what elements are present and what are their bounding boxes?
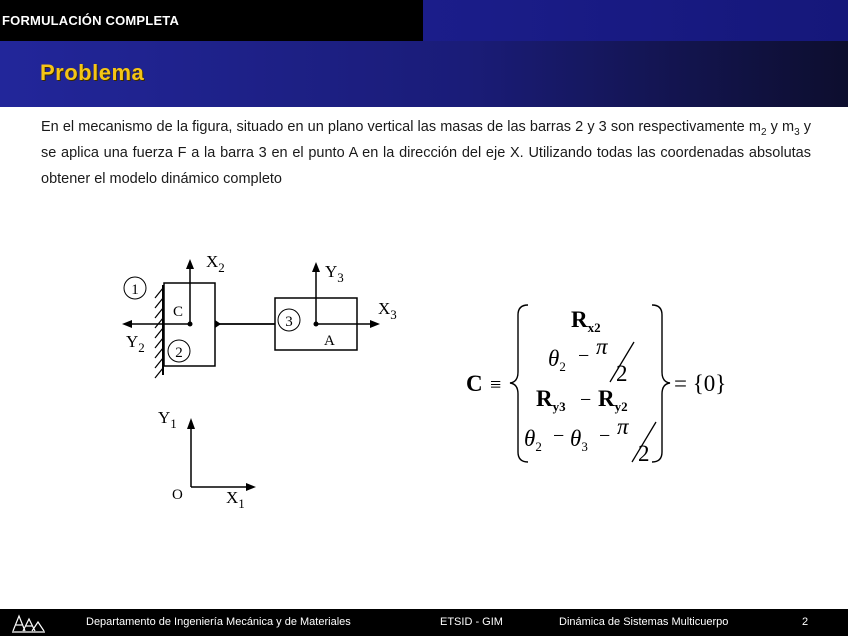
footer-school: ETSID - GIM <box>440 616 503 628</box>
row2-pi: π <box>596 334 608 359</box>
body-1-label: 1 <box>131 282 139 298</box>
row4-denominator: 2 <box>638 441 650 466</box>
equals-zero: = {0} <box>674 371 727 396</box>
body-2-label: 2 <box>175 345 183 361</box>
origin-label: O <box>172 487 183 503</box>
footer-course: Dinámica de Sistemas Multicuerpo <box>559 616 729 628</box>
row4-theta2: $\theta_2$ <box>524 426 542 454</box>
body-3-label: 3 <box>285 314 293 330</box>
y2-axis-label: $Y_2$ <box>126 332 145 355</box>
university-logo-icon <box>10 611 46 634</box>
row4-theta3: $\theta_3$ <box>570 426 588 454</box>
y1-axis-label: $Y_1$ <box>158 408 177 431</box>
top-banner-right <box>423 0 848 41</box>
problem-statement: En el mecanismo de la figura, situado en un plano vertical las masas de las barras 2 y 3 son respectivamente $m_2$ y $m_3$ y se aplica una fuerza F a la barra 3 en el punto A en la dirección del eje X. Utilizando todas las coordenadas absolutas obtener el modelo dinámico completo <box>41 119 811 187</box>
row4-pi: π <box>617 414 629 439</box>
x3-axis-label: $X_3$ <box>378 299 397 322</box>
row3-minus: − <box>580 389 592 411</box>
row3-ry3: $R_{y3}$ <box>536 386 566 414</box>
y3-axis-label: $Y_3$ <box>325 262 344 285</box>
title-banner <box>0 41 848 107</box>
page-number: 2 <box>802 616 809 628</box>
row4-minus-b: − <box>599 425 611 447</box>
point-a-label: A <box>324 333 335 349</box>
equiv-sign: ≡ <box>490 374 502 396</box>
top-banner <box>0 0 848 41</box>
footer-bar <box>0 609 848 636</box>
mechanism-figure <box>110 248 410 518</box>
row3-ry2: $R_{y2}$ <box>598 386 628 414</box>
footer-department: Departamento de Ingeniería Mecánica y de Materiales <box>86 616 351 628</box>
point-c-label: C <box>173 304 184 320</box>
section-label: FORMULACIÓN COMPLETA <box>2 13 180 28</box>
vector-c: C <box>466 371 483 396</box>
x1-axis-label: $X_1$ <box>226 488 245 511</box>
row2-minus: − <box>578 345 590 367</box>
row4-minus-a: − <box>553 425 565 447</box>
row1-r: $R_{x2}$ <box>571 307 601 335</box>
constraint-equation <box>460 295 740 475</box>
row2-denominator: 2 <box>616 361 628 386</box>
row2-theta: $\theta_2$ <box>548 346 566 374</box>
x2-axis-label: $X_2$ <box>206 252 225 275</box>
slide-title: Problema <box>40 60 145 85</box>
